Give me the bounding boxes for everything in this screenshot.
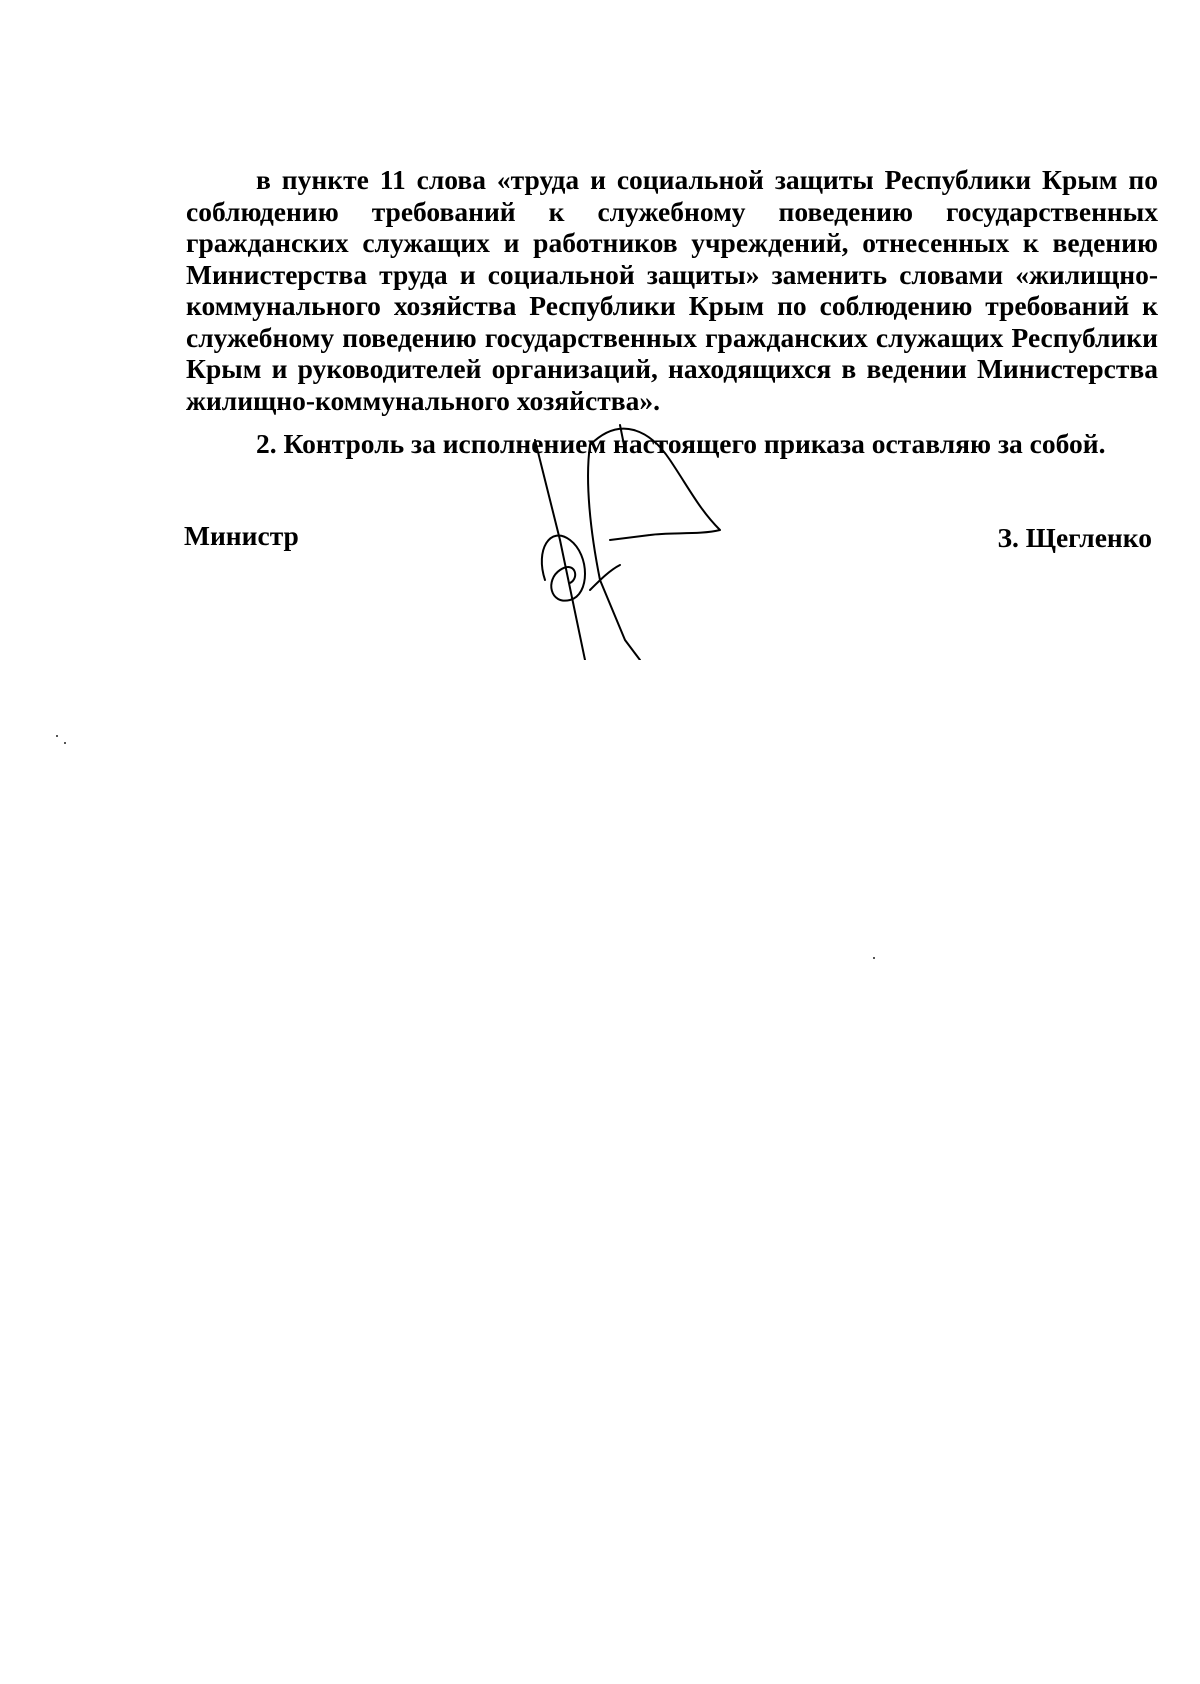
scan-speck bbox=[64, 742, 66, 744]
paragraph-line: служебному поведению государственных гражданских служащих Республики bbox=[186, 321, 1158, 353]
control-clause: 2. Контроль за исполнением настоящего приказа оставляю за собой. bbox=[256, 428, 1106, 459]
handwritten-signature bbox=[530, 420, 810, 660]
paragraph-line: гражданских служащих и работников учреждений, отнесенных к ведению bbox=[186, 227, 1158, 258]
amendment-paragraph bbox=[186, 164, 1158, 416]
paragraph-line: в пункте 11 слова «труда и социальной защиты Республики Крым по bbox=[256, 164, 1158, 195]
paragraph-line: коммунального хозяйства Республики Крым по соблюдению требований к bbox=[186, 290, 1158, 321]
paragraph-line: соблюдению требований к служебному поведению государственных bbox=[186, 195, 1158, 227]
paragraph-line: Крым и руководителей организаций, находящихся в ведении Министерства bbox=[186, 353, 1158, 384]
scan-speck bbox=[873, 957, 875, 959]
paragraph-line: Министерства труда и социальной защиты» заменить словами «жилищно- bbox=[186, 258, 1158, 290]
scan-speck bbox=[56, 735, 58, 737]
paragraph-line: жилищно-коммунального хозяйства». bbox=[186, 384, 660, 416]
signer-name: З. Щегленко bbox=[997, 522, 1152, 553]
signer-position: Министр bbox=[184, 520, 299, 551]
